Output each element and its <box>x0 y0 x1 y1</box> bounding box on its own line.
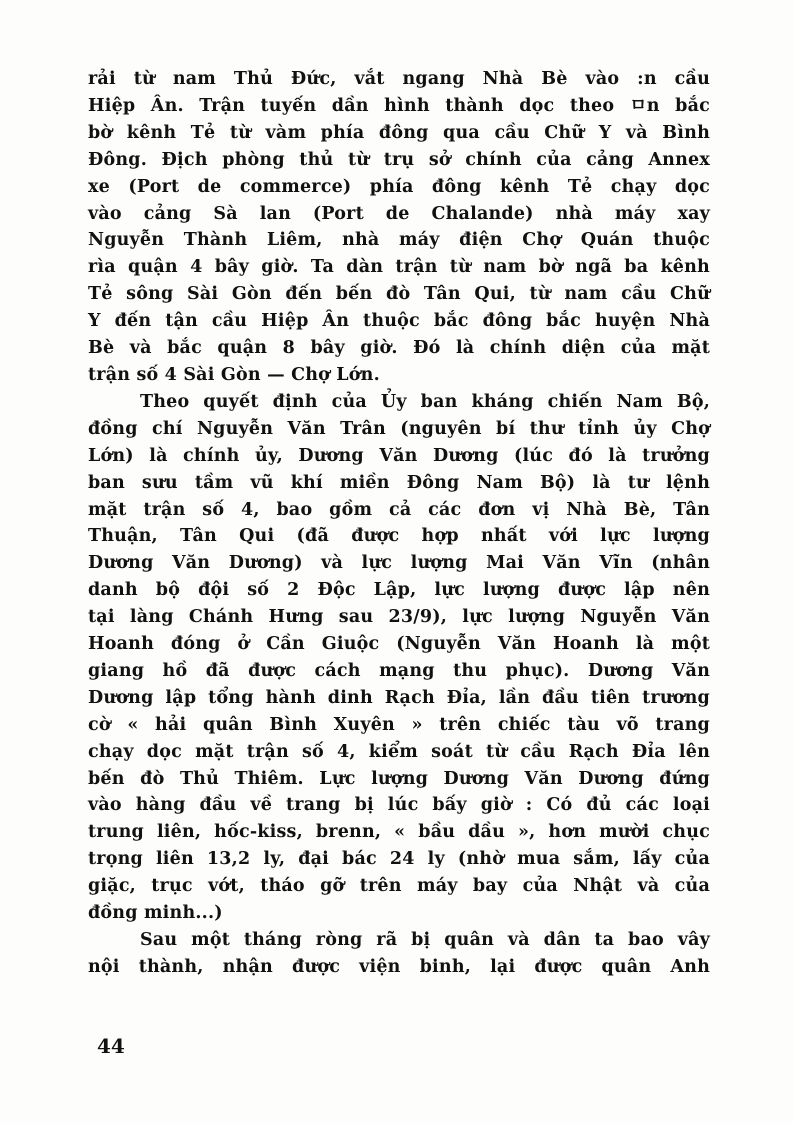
text-line: đồng chí Nguyễn Văn Trân (nguyên bí thư tỉnh ủy Chợ <box>88 418 710 439</box>
text-line: trận số 4 Sài Gòn — Chợ Lớn. <box>88 364 380 385</box>
text-line: Bè và bắc quận 8 bây giờ. Đó là chính diện của mặt <box>88 338 710 359</box>
text-line: xe (Port de commerce) phía đông kênh Tẻ chạy dọc <box>88 176 710 197</box>
text-line: Thuận, Tân Qui (đã được hợp nhất với lực lượng <box>88 526 710 547</box>
text-line: Lớn) là chính ủy, Dương Văn Dương (lúc đó là trưởng <box>88 445 710 466</box>
text-line: rìa quận 4 bây giờ. Ta dàn trận từ nam bờ ngã ba kênh <box>88 257 710 278</box>
text-line: Dương Văn Dương) và lực lượng Mai Văn Vĩn (nhân <box>88 553 710 574</box>
text-line: mặt trận số 4, bao gồm cả các đơn vị Nhà Bè, Tân <box>88 499 710 520</box>
text-line: danh bộ đội số 2 Độc Lập, lực lượng được lập nên <box>88 580 710 601</box>
text-line: Nguyễn Thành Liêm, nhà máy điện Chợ Quán thuộc <box>88 230 710 251</box>
paragraph-1 <box>88 66 710 389</box>
text-line: Đông. Địch phòng thủ từ trụ sở chính của cảng Annex <box>88 149 710 170</box>
text-line: vào hàng đầu về trang bị lúc bấy giờ : Có đủ các loại <box>88 795 710 816</box>
text-line: bờ kênh Tẻ từ vàm phía đông qua cầu Chữ Y và Bình <box>88 122 710 143</box>
text-line: Hoanh đóng ở Cần Giuộc (Nguyễn Văn Hoanh là một <box>88 634 710 655</box>
text-line: rải từ nam Thủ Đức, vắt ngang Nhà Bè vào :n cầu <box>88 69 710 89</box>
paragraph-3 <box>88 927 710 981</box>
text-line: vào cảng Sà lan (Port de Chalande) nhà máy xay <box>88 203 710 224</box>
text-line: Sau một tháng ròng rã bị quân và dân ta bao vây <box>140 930 710 950</box>
text-line: tại làng Chánh Hưng sau 23/9), lực lượng Nguyễn Văn <box>88 607 710 628</box>
page-number: 44 <box>97 1034 125 1058</box>
paragraph-2 <box>88 389 710 927</box>
text-line: Tẻ sông Sài Gòn đến bến đò Tân Qui, từ nam cầu Chữ <box>88 284 710 305</box>
text-line: giặc, trục vớt, tháo gỡ trên máy bay của Nhật và của <box>88 876 710 897</box>
text-line: chạy dọc mặt trận số 4, kiểm soát từ cầu Rạch Đỉa lên <box>88 741 710 762</box>
text-line: giang hồ đã được cách mạng thu phục). Dương Văn <box>88 660 710 681</box>
text-line: Hiệp Ân. Trận tuyến dần hình thành dọc theo ㅁn bắc <box>88 95 710 116</box>
text-line: trung liên, hốc-kiss, brenn, « bầu dầu », hơn mười chục <box>88 822 710 843</box>
text-line: Theo quyết định của Ủy ban kháng chiến Nam Bộ, <box>140 391 710 412</box>
text-line: cờ « hải quân Bình Xuyên » trên chiếc tàu võ trang <box>88 714 710 735</box>
text-line: ban sưu tầm vũ khí miền Đông Nam Bộ) là tư lệnh <box>88 472 710 493</box>
body-text <box>88 66 710 981</box>
text-line: trọng liên 13,2 ly, đại bác 24 ly (nhờ mua sắm, lấy của <box>88 849 710 870</box>
text-line: Y đến tận cầu Hiệp Ân thuộc bắc đông bắc huyện Nhà <box>88 311 710 332</box>
text-line: đồng minh...) <box>88 903 223 924</box>
text-line: Dương lập tổng hành dinh Rạch Đỉa, lần đầu tiên trương <box>88 687 710 708</box>
text-line: nội thành, nhận được viện binh, lại được quân Anh <box>88 956 710 977</box>
text-line: bến đò Thủ Thiêm. Lực lượng Dương Văn Dương đứng <box>88 768 710 789</box>
